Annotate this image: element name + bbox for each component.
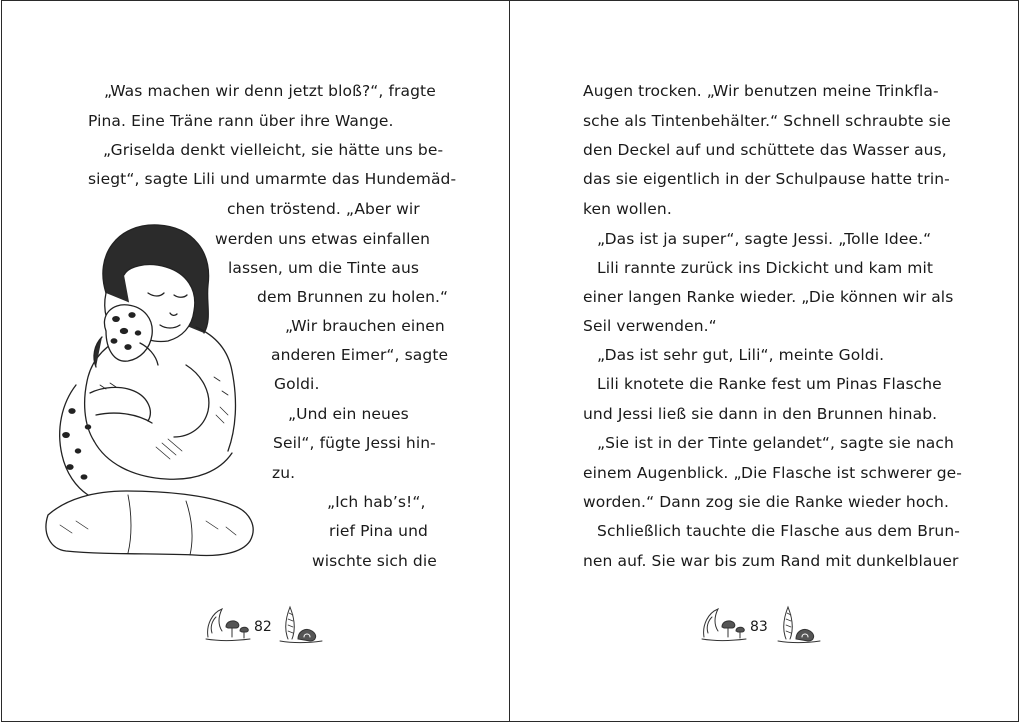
mushroom-ornament-icon	[698, 603, 750, 645]
text-line: Lili rannte zurück ins Dickicht und kam mit	[597, 259, 934, 277]
text-line: siegt“, sagte Lili und umarmte das Hundemäd-	[88, 170, 457, 188]
text-line: Schließlich tauchte die Flasche aus dem Brun-	[597, 522, 960, 540]
right-page	[509, 0, 1019, 722]
text-line: „Griselda denkt vielleicht, sie hätte uns be-	[103, 141, 444, 159]
text-line: das sie eigentlich in der Schulpause hatte trin-	[583, 170, 950, 188]
text-line: Goldi.	[274, 375, 320, 393]
text-line: werden uns etwas einfallen	[215, 230, 431, 248]
text-line: „Das ist ja super“, sagte Jessi. „Tolle Idee.“	[597, 230, 932, 248]
text-line: einem Augenblick. „Die Flasche ist schwerer ge-	[583, 464, 963, 482]
text-line: sche als Tintenbehälter.“ Schnell schraubte sie	[583, 112, 951, 130]
snail-ornament-icon	[274, 603, 326, 645]
text-line: „Wir brauchen einen	[285, 317, 445, 335]
text-line: Seil verwenden.“	[583, 317, 717, 335]
text-line: Lili knotete die Ranke fest um Pinas Flasche	[597, 375, 942, 393]
page-number: 83	[750, 619, 768, 635]
text-line: dem Brunnen zu holen.“	[257, 288, 449, 306]
text-line: ken wollen.	[583, 200, 672, 218]
text-line: lassen, um die Tinte aus	[228, 259, 420, 277]
text-line: den Deckel auf und schüttete das Wasser aus,	[583, 141, 947, 159]
text-line: rief Pina und	[329, 522, 428, 540]
text-line: „Das ist sehr gut, Lili“, meinte Goldi.	[597, 346, 885, 364]
text-line: Seil“, fügte Jessi hin-	[273, 434, 436, 452]
snail-ornament-icon	[772, 603, 824, 645]
text-line: Augen trocken. „Wir benutzen meine Trinkfla-	[583, 82, 939, 100]
text-line: „Sie ist in der Tinte gelandet“, sagte sie nach	[597, 434, 954, 452]
text-line: wischte sich die	[312, 552, 437, 570]
text-line: anderen Eimer“, sagte	[271, 346, 449, 364]
text-line: zu.	[272, 464, 296, 482]
text-line: einer langen Ranke wieder. „Die können wir als	[583, 288, 954, 306]
text-line: nen auf. Sie war bis zum Rand mit dunkelblauer	[583, 552, 959, 570]
text-line: Pina. Eine Träne rann über ihre Wange.	[88, 112, 394, 130]
text-line: „Ich hab’s!“,	[327, 493, 426, 511]
mushroom-ornament-icon	[202, 603, 254, 645]
girl-hugging-puppy-illustration	[36, 215, 262, 567]
left-page	[1, 0, 510, 722]
text-line: „Was machen wir denn jetzt bloß?“, fragte	[104, 82, 436, 100]
text-line: worden.“ Dann zog sie die Ranke wieder hoch.	[583, 493, 950, 511]
page-number: 82	[254, 619, 272, 635]
text-line: und Jessi ließ sie dann in den Brunnen hinab.	[583, 405, 938, 423]
text-line: „Und ein neues	[288, 405, 409, 423]
text-line: chen tröstend. „Aber wir	[227, 200, 420, 218]
